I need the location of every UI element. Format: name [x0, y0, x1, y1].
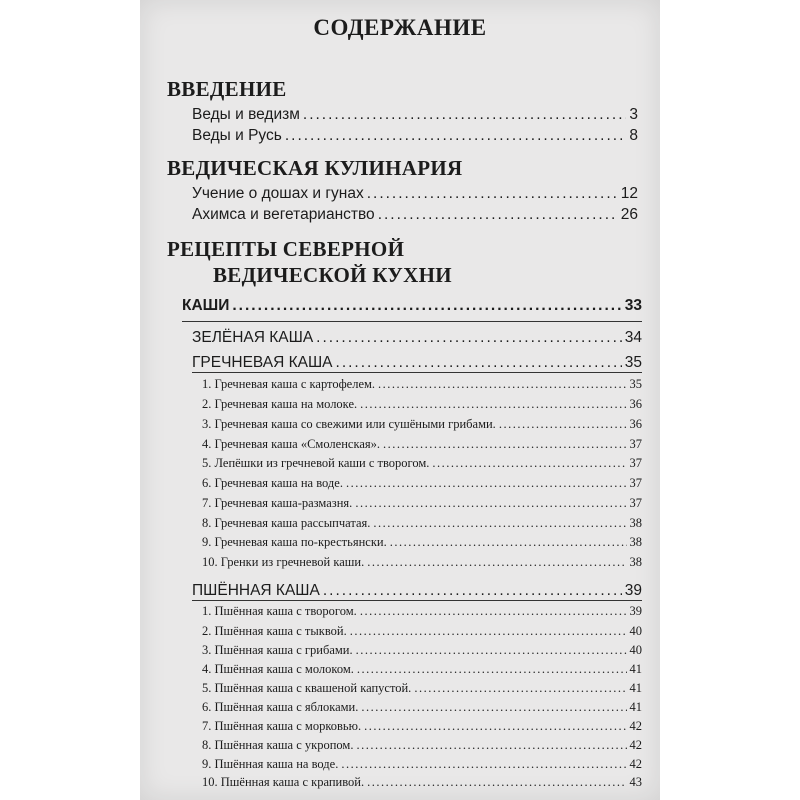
recipe-page: 42: [629, 738, 642, 752]
toc-entry[interactable]: [192, 127, 638, 145]
divider: [192, 600, 642, 601]
recipe-label: 3. Пшённая каша с грибами.: [202, 643, 353, 657]
recipe-page: 38: [629, 555, 642, 569]
recipe-entry[interactable]: [202, 437, 642, 452]
recipe-entry[interactable]: [202, 719, 642, 734]
toc-entry-label: Веды и ведизм: [192, 106, 300, 123]
recipe-page: 36: [629, 417, 642, 431]
dot-leader: [346, 477, 627, 490]
dot-leader: [390, 536, 627, 549]
dot-leader: [350, 625, 627, 638]
recipe-entry[interactable]: [202, 643, 642, 658]
dot-leader: [364, 720, 626, 733]
recipe-label: 1. Пшённая каша с творогом.: [202, 604, 357, 618]
section-heading-recipes: [167, 236, 452, 288]
recipe-label: 4. Гречневая каша «Смоленская».: [202, 437, 381, 451]
toc-entry-page: 12: [620, 185, 638, 202]
dot-leader: [361, 701, 626, 714]
recipe-entry[interactable]: [202, 757, 642, 772]
section-heading-intro: ВВЕДЕНИЕ: [167, 77, 287, 101]
recipe-page: 37: [629, 456, 642, 470]
recipe-label: 10. Пшённая каша с крапивой.: [202, 775, 365, 789]
recipe-entry[interactable]: [202, 738, 642, 753]
toc-entry-page: 33: [624, 297, 642, 314]
recipe-label: 9. Пшённая каша на воде.: [202, 757, 339, 771]
recipe-label: 7. Гречневая каша-размазня.: [202, 496, 353, 510]
toc-entry[interactable]: [192, 106, 638, 124]
recipe-page: 37: [629, 437, 642, 451]
dot-leader: [303, 107, 626, 123]
recipe-label: 1. Гречневая каша с картофелем.: [202, 377, 376, 391]
dot-leader: [414, 682, 626, 695]
dot-leader: [316, 330, 622, 346]
toc-entry-label: ЗЕЛЁНАЯ КАША: [192, 329, 314, 346]
dot-leader: [360, 605, 627, 618]
recipe-page: 42: [629, 719, 642, 733]
toc-entry-page: 26: [620, 206, 638, 223]
recipe-page: 36: [629, 397, 642, 411]
recipe-entry[interactable]: [202, 456, 642, 471]
toc-entry[interactable]: [192, 185, 638, 203]
recipe-entry[interactable]: [202, 476, 642, 491]
recipe-entry[interactable]: [202, 397, 642, 412]
recipe-entry[interactable]: [202, 377, 642, 392]
dot-leader: [367, 186, 618, 202]
recipe-entry[interactable]: [202, 624, 642, 639]
recipe-entry[interactable]: [202, 604, 642, 619]
recipe-entry[interactable]: [202, 496, 642, 511]
dot-leader: [355, 497, 626, 510]
toc-entry-page: 8: [629, 127, 638, 144]
toc-entry[interactable]: [192, 206, 638, 224]
recipe-page: 37: [629, 476, 642, 490]
dot-leader: [378, 378, 626, 391]
recipe-label: 9. Гречневая каша по-крестьянски.: [202, 535, 387, 549]
dot-leader: [383, 438, 626, 451]
divider: [182, 321, 642, 322]
recipe-page: 42: [629, 757, 642, 771]
recipe-entry[interactable]: [202, 700, 642, 715]
recipe-label: 8. Гречневая каша рассыпчатая.: [202, 516, 371, 530]
toc-entry-page: 3: [629, 106, 638, 123]
toc-entry-label: Веды и Русь: [192, 127, 282, 144]
toc-subcategory-buckwheat[interactable]: [192, 354, 642, 372]
page-title: СОДЕРЖАНИЕ: [313, 15, 487, 40]
recipe-page: 41: [629, 681, 642, 695]
toc-entry-label: Учение о дошах и гунах: [192, 185, 364, 202]
recipe-label: 8. Пшённая каша с укропом.: [202, 738, 354, 752]
recipe-page: 43: [629, 775, 642, 789]
dot-leader: [341, 758, 626, 771]
toc-subcategory-millet[interactable]: [192, 582, 642, 600]
dot-leader: [323, 583, 622, 599]
recipe-page: 35: [629, 377, 642, 391]
recipe-page: 40: [629, 643, 642, 657]
toc-entry-label: Ахимса и вегетарианство: [192, 206, 375, 223]
recipe-entry[interactable]: [202, 555, 642, 570]
toc-entry-page: 39: [624, 582, 642, 599]
recipe-page: 41: [629, 700, 642, 714]
recipe-entry[interactable]: [202, 535, 642, 550]
recipe-page: 37: [629, 496, 642, 510]
recipe-label: 7. Пшённая каша с морковью.: [202, 719, 362, 733]
dot-leader: [367, 776, 626, 789]
recipe-label: 10. Гренки из гречневой каши.: [202, 555, 365, 569]
recipe-label: 3. Гречневая каша со свежими или сушёными грибами.: [202, 417, 496, 431]
dot-leader: [432, 457, 626, 470]
toc-entry-page: 34: [624, 329, 642, 346]
recipe-entry[interactable]: [202, 681, 642, 696]
toc-subcategory-green[interactable]: [192, 329, 642, 347]
toc-entry-label: КАШИ: [182, 297, 230, 314]
book-page: [140, 0, 660, 800]
recipe-entry[interactable]: [202, 662, 642, 677]
dot-leader: [373, 517, 626, 530]
dot-leader: [360, 398, 626, 411]
dot-leader: [356, 739, 626, 752]
dot-leader: [285, 128, 627, 144]
section-heading-vedic-cooking: ВЕДИЧЕСКАЯ КУЛИНАРИЯ: [167, 156, 463, 180]
recipe-label: 6. Гречневая каша на воде.: [202, 476, 343, 490]
toc-entry-label: ГРЕЧНЕВАЯ КАША: [192, 354, 333, 371]
recipe-entry[interactable]: [202, 775, 642, 790]
toc-entry-label: ПШЁННАЯ КАША: [192, 582, 320, 599]
section-heading-line1: РЕЦЕПТЫ СЕВЕРНОЙ: [167, 237, 405, 261]
toc-entry-page: 35: [624, 354, 642, 371]
dot-leader: [356, 644, 627, 657]
toc-category-porridges[interactable]: [182, 297, 642, 315]
recipe-page: 41: [629, 662, 642, 676]
dot-leader: [232, 298, 621, 314]
divider: [192, 372, 642, 373]
recipe-label: 5. Пшённая каша с квашеной капустой.: [202, 681, 412, 695]
recipe-label: 2. Гречневая каша на молоке.: [202, 397, 358, 411]
recipe-page: 38: [629, 535, 642, 549]
dot-leader: [499, 418, 627, 431]
recipe-label: 4. Пшённая каша с молоком.: [202, 662, 354, 676]
dot-leader: [336, 355, 622, 371]
dot-leader: [378, 207, 618, 223]
recipe-entry[interactable]: [202, 417, 642, 432]
recipe-label: 6. Пшённая каша с яблоками.: [202, 700, 359, 714]
section-heading-line2: ВЕДИЧЕСКОЙ КУХНИ: [213, 263, 452, 287]
recipe-page: 38: [629, 516, 642, 530]
recipe-page: 40: [629, 624, 642, 638]
recipe-label: 2. Пшённая каша с тыквой.: [202, 624, 347, 638]
dot-leader: [357, 663, 627, 676]
recipe-entry[interactable]: [202, 516, 642, 531]
dot-leader: [367, 556, 626, 569]
recipe-page: 39: [629, 604, 642, 618]
recipe-label: 5. Лепёшки из гречневой каши с творогом.: [202, 456, 430, 470]
